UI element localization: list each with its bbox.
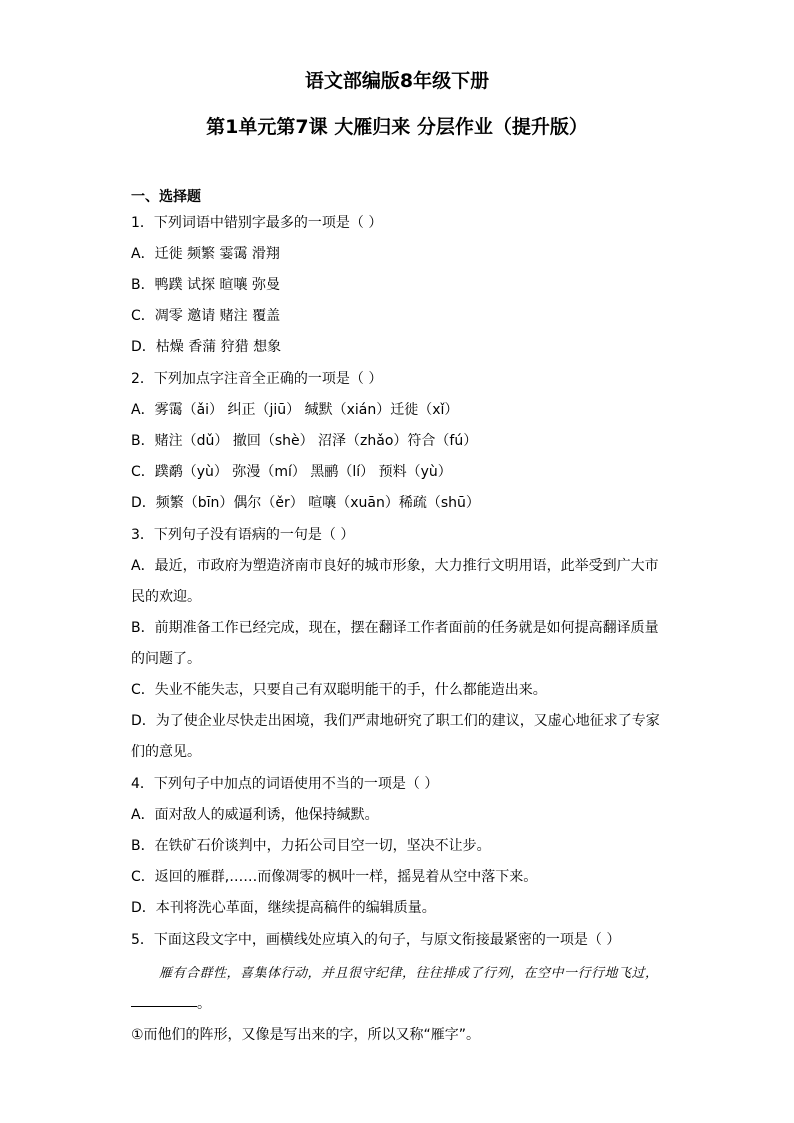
question-3-option-b-line1: B．前期准备工作已经完成，现在，摆在翻译工作者面前的任务就是如何提高翻译质量 [131,620,659,636]
question-4-option-b: B．在铁矿石价谈判中，力拓公司目空一切，坚决不让步。 [131,838,491,854]
blank-period: 。 [197,996,211,1012]
question-3-option-d-line2: 们的意见。 [131,744,201,760]
question-3-option-c: C．失业不能失志，只要自己有双聪明能干的手，什么都能造出来。 [131,682,547,698]
question-3-option-a-line1: A．最近，市政府为塑造济南市良好的城市形象，大力推行文明用语，此举受到广大市 [131,558,659,574]
question-3-option-d-line1: D．为了使企业尽快走出困境，我们严肃地研究了职工们的建议，又虚心地征求了专家 [131,713,660,729]
question-3-stem: 3．下列句子没有语病的一句是（ ） [131,527,355,543]
question-4-stem: 4．下列句子中加点的词语使用不当的一项是（ ） [131,776,439,792]
question-1-option-a: A．迁徙 频繁 霎霭 滑翔 [131,246,280,262]
question-4-option-c: C．返回的雁群,……而像凋零的枫叶一样，摇晃着从空中落下来。 [131,869,538,885]
question-5-choice-1: ①而他们的阵形，又像是写出来的字，所以又称“雁字”。 [131,1027,481,1043]
question-2-option-b: B．赌注（dǔ） 撤回（shè） 沼泽（zhǎo）符合（fú） [131,433,478,449]
question-1-option-b: B．鸭蹼 试探 暄嚷 弥曼 [131,277,280,293]
question-3-option-b-line2: 的问题了。 [131,651,201,667]
question-4-option-a: A．面对敌人的威逼利诱，他保持缄默。 [131,807,379,823]
question-1-option-d: D．枯燥 香蒲 狩猎 想象 [131,339,282,355]
section-heading: 一、选择题 [131,189,201,205]
fill-in-blank-line [131,1006,197,1007]
document-title: 语文部编版8年级下册 [304,70,490,92]
question-4-option-d: D．本刊将洗心革面，继续提高稿件的编辑质量。 [131,900,436,916]
question-2-option-a: A．雾霭（ǎi） 纠正（jiū） 缄默（xián）迁徙（xǐ） [131,402,459,418]
question-2-option-c: C．蹼鹬（yù） 弥漫（mí） 黑鹂（lí） 预料（yù） [131,464,452,480]
question-2-option-d: D．频繁（bīn）偶尔（ěr） 喧嚷（xuān）稀疏（shū） [131,495,480,511]
question-1-stem: 1．下列词语中错别字最多的一项是（ ） [131,215,383,231]
question-5-stem: 5．下面这段文字中，画横线处应填入的句子，与原文衔接最紧密的一项是（ ） [131,932,621,948]
question-5-passage: 雁有合群性，喜集体行动，并且很守纪律，往往排成了行列，在空中一行行地飞过， [159,966,659,981]
document-subtitle: 第1单元第7课 大雁归来 分层作业（提升版） [206,116,588,138]
question-2-stem: 2．下列加点字注音全正确的一项是（ ） [131,371,383,387]
question-1-option-c: C．凋零 邀请 赌注 覆盖 [131,308,281,324]
question-3-option-a-line2: 民的欢迎。 [131,589,201,605]
